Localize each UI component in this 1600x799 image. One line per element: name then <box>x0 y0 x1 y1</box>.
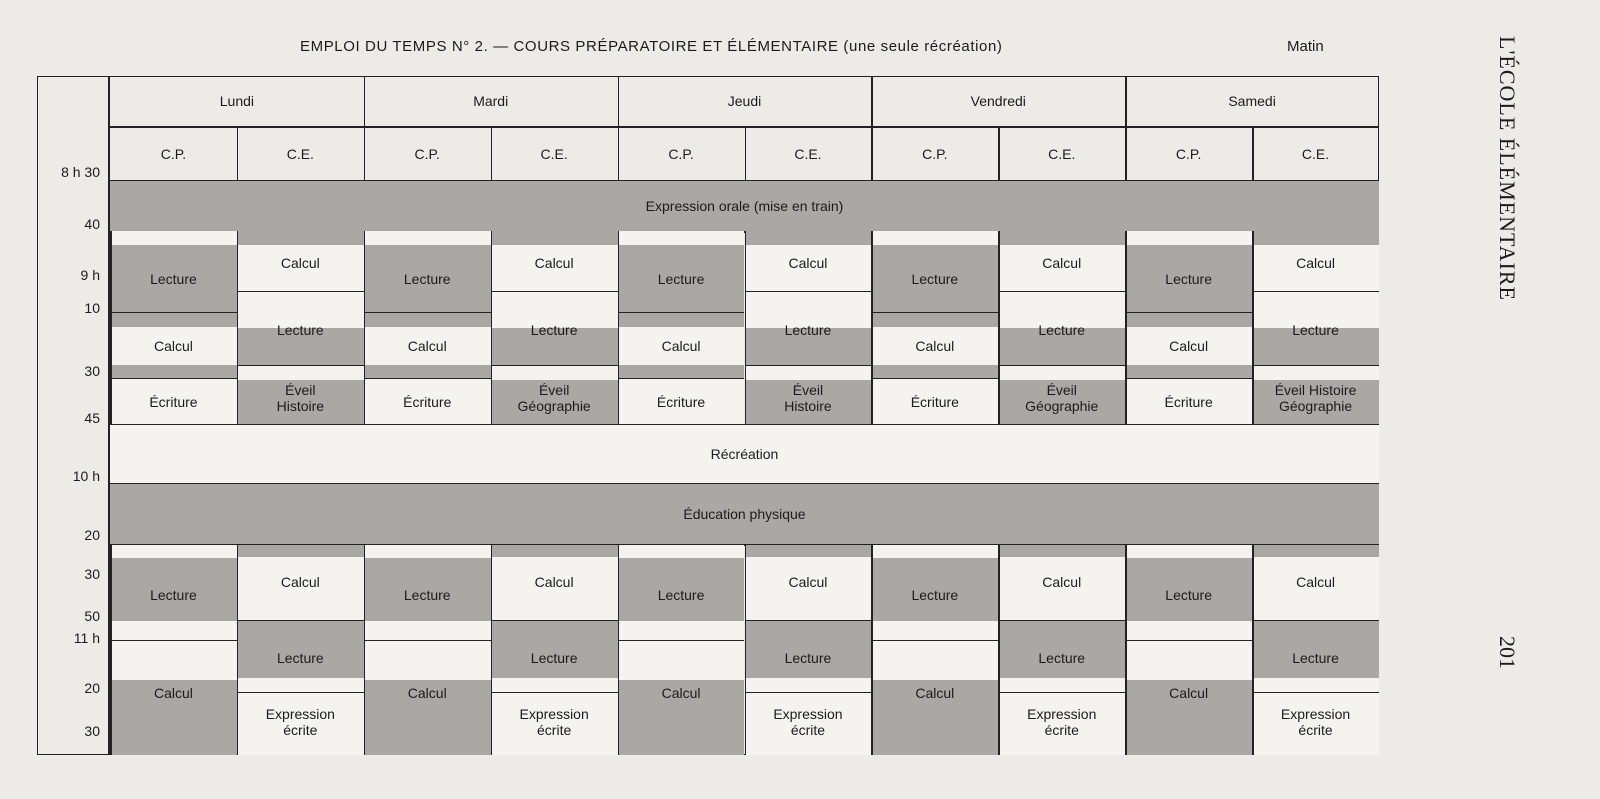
day-header: Vendredi <box>970 93 1026 109</box>
ce-eveil-label: Éveil Géographie <box>1025 382 1099 414</box>
time-label: 45 <box>84 410 100 426</box>
cp-calcul2-label: Calcul <box>407 685 447 701</box>
ce-expression-label: Expression écrite <box>265 706 335 738</box>
ce-calcul2-label: Calcul <box>534 574 574 590</box>
grid-line <box>998 544 1000 755</box>
ce-eveil-label: Éveil Histoire <box>784 382 832 414</box>
grid-line <box>998 231 1000 424</box>
ce-lecture2-label: Lecture <box>276 650 324 666</box>
cp-band <box>111 313 237 327</box>
ce-lecture-label: Lecture <box>1292 322 1339 338</box>
ce-eveil-label: Éveil Histoire Géographie <box>1274 382 1357 414</box>
cp-ecriture-label: Écriture <box>910 393 959 410</box>
ce-band <box>746 545 872 557</box>
grid-line <box>491 544 493 755</box>
timetable-title: EMPLOI DU TEMPS N° 2. — COURS PRÉPARATOIRE ET ÉLÉMENTAIRE (une seule récréation) <box>300 38 1003 55</box>
ce-calcul2-label: Calcul <box>280 574 320 590</box>
grid-line <box>618 544 620 755</box>
time-label: 9 h <box>80 267 100 283</box>
day-header: Jeudi <box>727 93 762 109</box>
ce-calcul2-label: Calcul <box>788 574 828 590</box>
day-header: Lundi <box>219 93 255 109</box>
day-header: Mardi <box>473 93 509 109</box>
grid-line <box>237 544 239 755</box>
ce-calcul-label: Calcul <box>1042 255 1082 271</box>
cp-slot <box>365 545 491 558</box>
ce-lecture2-band <box>492 678 618 692</box>
time-label: 8 h 30 <box>61 164 100 180</box>
cp-slot <box>365 641 491 680</box>
ce-eveil-label: Éveil Géographie <box>517 382 591 414</box>
cp-slot <box>111 231 237 245</box>
ce-lecture-label: Lecture <box>1038 322 1086 338</box>
cp-band <box>619 313 745 327</box>
cp-band <box>111 365 237 378</box>
ce-lecture-label: Lecture <box>530 322 578 338</box>
grid-line <box>110 231 112 424</box>
ce-calcul-label: Calcul <box>534 255 574 271</box>
cp-ecriture-label: Écriture <box>403 393 452 410</box>
cp-slot <box>619 621 745 640</box>
cp-lecture-label: Lecture <box>911 270 959 287</box>
ce-calcul2-label: Calcul <box>1042 574 1082 590</box>
cp-slot <box>111 621 237 640</box>
recreation-label: Récréation <box>710 446 779 462</box>
cp-calcul-label: Calcul <box>153 338 193 354</box>
grid-line <box>1252 544 1254 755</box>
ce-eveil-label: Éveil Histoire <box>276 382 325 414</box>
level-header: C.E. <box>1048 146 1076 162</box>
cp-band <box>872 313 998 327</box>
level-header: C.E. <box>540 146 568 162</box>
cp-calcul2-label: Calcul <box>153 685 193 701</box>
ce-expression-label: Expression écrite <box>1280 706 1351 738</box>
cp-calcul2-label: Calcul <box>661 685 701 701</box>
cp-lecture-label: Lecture <box>657 270 705 287</box>
time-label: 20 <box>84 527 100 543</box>
cp-slot <box>1126 231 1252 245</box>
cp-lecture-label: Lecture <box>1165 270 1212 287</box>
level-header: C.E. <box>1301 146 1330 162</box>
cp-slot <box>1126 621 1252 640</box>
cp-lecture-label: Lecture <box>403 270 451 287</box>
cp-lecture2-label: Lecture <box>1165 587 1212 603</box>
cp-slot <box>619 231 745 245</box>
cp-slot <box>872 621 998 640</box>
education-physique-label: Éducation physique <box>683 506 806 522</box>
time-label: 10 <box>84 300 100 316</box>
cp-lecture2-label: Lecture <box>657 587 705 603</box>
time-label: 30 <box>84 723 100 739</box>
cp-band <box>1126 313 1252 327</box>
cp-band <box>619 365 745 378</box>
ce-lecture-label: Lecture <box>276 322 324 338</box>
time-label: 20 <box>84 680 100 696</box>
cp-ecriture-label: Écriture <box>149 393 198 410</box>
grid-line <box>871 544 873 755</box>
grid-line <box>1252 231 1254 424</box>
ce-band <box>999 545 1125 557</box>
cp-slot <box>872 545 998 558</box>
time-label: 10 h <box>72 468 100 484</box>
time-label: 50 <box>84 608 100 624</box>
time-label: 30 <box>84 566 100 582</box>
grid-line <box>364 544 366 755</box>
book-title: L'ÉCOLE ÉLÉMENTAIRE <box>1495 36 1520 301</box>
ce-expression-label: Expression écrite <box>1027 706 1097 738</box>
ce-lecture2-band <box>999 678 1125 692</box>
level-header: C.E. <box>286 146 314 162</box>
ce-lecture2-label: Lecture <box>1038 650 1086 666</box>
ce-lecture2-band <box>238 678 364 692</box>
ce-calcul-label: Calcul <box>788 255 828 271</box>
cp-slot <box>365 231 491 245</box>
grid-line <box>110 544 112 755</box>
time-label: 11 h <box>73 630 100 646</box>
cp-slot <box>872 641 998 680</box>
time-label: 40 <box>84 216 100 232</box>
ce-lecture2-band <box>746 678 872 692</box>
level-header: C.P. <box>1175 146 1202 162</box>
level-header: C.P. <box>160 146 187 162</box>
grid-line <box>1125 544 1127 755</box>
cp-calcul-label: Calcul <box>1169 338 1209 354</box>
cp-calcul2-label: Calcul <box>1169 685 1209 701</box>
time-label: 30 <box>84 363 100 379</box>
cp-lecture2-label: Lecture <box>150 587 197 603</box>
ce-band <box>1253 545 1379 557</box>
grid-line <box>745 231 747 424</box>
grid-line <box>745 544 747 755</box>
day-header: Samedi <box>1228 93 1276 109</box>
period-label: Matin <box>1287 38 1324 55</box>
grid-line <box>871 231 873 424</box>
expression-orale-label: Expression orale (mise en train) <box>645 198 844 214</box>
ce-band <box>492 545 618 557</box>
ce-lecture-label: Lecture <box>784 322 832 338</box>
cp-calcul-label: Calcul <box>915 338 955 354</box>
level-header: C.E. <box>794 146 822 162</box>
cp-slot <box>1126 545 1252 558</box>
ce-lecture2-band <box>1253 678 1379 692</box>
ce-calcul-label: Calcul <box>1296 255 1335 271</box>
ce-lecture2-label: Lecture <box>784 650 832 666</box>
cp-lecture2-label: Lecture <box>403 587 451 603</box>
cp-calcul2-label: Calcul <box>915 685 955 701</box>
cp-lecture2-label: Lecture <box>911 587 959 603</box>
cp-band <box>365 365 491 378</box>
level-header: C.P. <box>668 146 694 162</box>
cp-slot <box>111 545 237 558</box>
cp-ecriture-label: Écriture <box>1164 393 1213 410</box>
ce-calcul2-label: Calcul <box>1296 574 1335 590</box>
ce-calcul-label: Calcul <box>280 255 320 271</box>
grid-line <box>618 231 620 424</box>
ce-expression-label: Expression écrite <box>773 706 843 738</box>
cp-ecriture-label: Écriture <box>656 393 706 410</box>
ce-lecture2-label: Lecture <box>530 650 578 666</box>
cp-slot <box>365 621 491 640</box>
ce-lecture2-label: Lecture <box>1292 650 1339 666</box>
cp-calcul-label: Calcul <box>407 338 447 354</box>
cp-slot <box>1126 641 1252 680</box>
page-number: 201 <box>1495 636 1520 669</box>
cp-slot <box>111 641 237 680</box>
level-header: C.P. <box>922 146 948 162</box>
grid-line <box>1125 231 1127 424</box>
cp-slot <box>872 231 998 245</box>
ce-expression-label: Expression écrite <box>519 706 589 738</box>
cp-band <box>365 313 491 327</box>
cp-band <box>1126 365 1252 378</box>
level-header: C.P. <box>414 146 440 162</box>
cp-slot <box>619 641 745 680</box>
cp-slot <box>619 545 745 558</box>
cp-calcul-label: Calcul <box>661 338 701 354</box>
cp-lecture-label: Lecture <box>150 270 197 287</box>
ce-band <box>238 545 364 557</box>
grid-line <box>491 231 493 424</box>
grid-line <box>237 231 239 424</box>
cp-band <box>872 365 998 378</box>
grid-line <box>364 231 366 424</box>
